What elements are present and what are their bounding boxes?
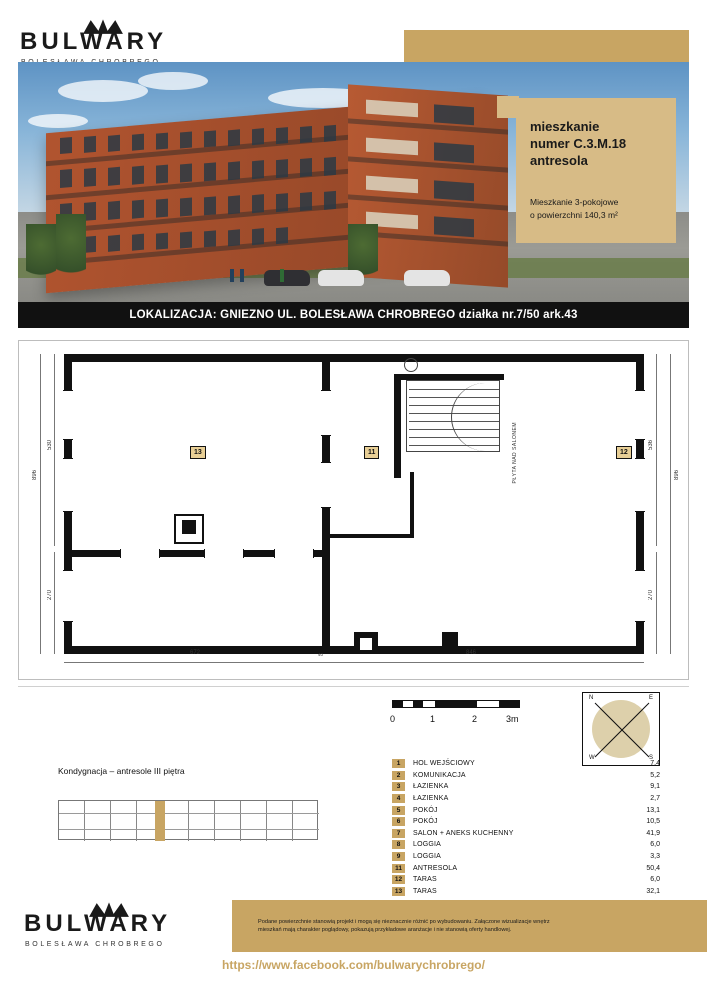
legend-row	[392, 804, 660, 816]
dim-bottom-small: 40	[318, 652, 324, 657]
brand-name-footer: BULWARY	[24, 910, 172, 937]
cloud	[58, 80, 148, 102]
dim-left-outer: 896	[32, 470, 38, 481]
dim-bottom-left: 672	[190, 650, 201, 656]
person	[240, 269, 244, 282]
legend-name: ŁAZIENKA	[413, 783, 449, 791]
legend-area: 5,2	[650, 771, 660, 779]
legend-area: 13,1	[646, 806, 660, 814]
cloud	[138, 72, 208, 90]
mini-floor-diagram	[58, 800, 318, 840]
legend-row	[392, 886, 660, 898]
car	[318, 270, 364, 286]
apartment-description	[530, 196, 618, 222]
person	[280, 269, 284, 282]
compass-south-label: S	[649, 755, 654, 761]
legend-area: 7,4	[650, 760, 660, 768]
legend-num: 12	[392, 875, 405, 884]
plan-walls	[64, 354, 644, 654]
legend-num: 3	[392, 782, 405, 791]
person	[230, 269, 234, 282]
legend-name: TARAS	[413, 876, 437, 884]
legend-row	[392, 758, 660, 770]
dim-left-lower: 270	[47, 590, 53, 601]
legend-num: 8	[392, 840, 405, 849]
apartment-title-line2: numer C.3.M.18	[530, 136, 627, 151]
legend-name: ANTRESOLA	[413, 864, 458, 872]
legend-row	[392, 770, 660, 782]
disclaimer-line2: mieszkań mają charakter poglądowy, pokazują przykładowe aranżacje i nie stanowią oferty handlowej.	[258, 927, 512, 933]
legend-name: LOGGIA	[413, 853, 442, 861]
location-bar: LOKALIZACJA: GNIEZNO UL. BOLESŁAWA CHROBREGO działka nr.7/50 ark.43	[18, 302, 689, 328]
room-tag-12: 12	[616, 446, 632, 459]
apartment-title-line1: mieszkanie	[530, 119, 600, 134]
brand-name: BULWARY	[20, 28, 168, 55]
legend-row	[392, 862, 660, 874]
legend-row	[392, 839, 660, 851]
plan-annotation: PŁYTA NAD SALONEM	[512, 422, 518, 484]
legend-name: TARAS	[413, 887, 437, 895]
apartment-info-panel	[516, 98, 676, 243]
legend-num: 4	[392, 794, 405, 803]
legend-area: 10,5	[646, 818, 660, 826]
legend-num: 5	[392, 806, 405, 815]
legend-num: 1	[392, 759, 405, 768]
tree	[26, 224, 56, 284]
legend-area: 3,3	[650, 853, 660, 861]
compass-east-label: E	[649, 695, 654, 701]
legend-num: 2	[392, 771, 405, 780]
scale-bar	[392, 700, 532, 744]
disclaimer-line1: Podane powierzchnie stanowią projekt i mogą się nieznacznie różnić po wybudowaniu. Załączone wizualizacje wnętrz	[258, 919, 550, 925]
car	[264, 270, 310, 286]
legend-num: 7	[392, 829, 405, 838]
dim-left-upper: 530	[47, 440, 53, 451]
staircase	[406, 380, 500, 452]
brand-logo-bottom	[22, 910, 232, 948]
brand-subtitle-footer: BOLESŁAWA CHROBREGO	[25, 941, 165, 948]
legend-num: 9	[392, 852, 405, 861]
legend-row	[392, 781, 660, 793]
stair-spiral-icon	[404, 358, 418, 372]
apartment-title-line3: antresola	[530, 153, 588, 168]
scale-label-0: 0	[390, 714, 396, 724]
legend-name: SALON + ANEKS KUCHENNY	[413, 829, 514, 837]
scale-label-2: 2	[472, 714, 478, 724]
legend-area: 6,0	[650, 841, 660, 849]
cloud	[28, 114, 88, 128]
dim-bottom-right: 846	[466, 650, 477, 656]
legend-name: HOL WEJŚCIOWY	[413, 760, 475, 768]
legend-name: ŁAZIENKA	[413, 795, 449, 803]
scale-label-3m: 3m	[506, 714, 519, 724]
room-tag-11: 11	[364, 446, 379, 459]
legend-num: 11	[392, 864, 405, 873]
footer-disclaimer	[258, 918, 668, 934]
compass-north-label: N	[589, 695, 594, 701]
brand-logo-top	[18, 28, 218, 66]
room-legend-table	[392, 758, 660, 897]
scale-bar-graphic	[392, 700, 520, 708]
dim-right-outer: 896	[674, 470, 680, 481]
divider	[18, 686, 689, 687]
legend-row	[392, 828, 660, 840]
legend-num: 13	[392, 887, 405, 896]
mini-floor-caption: Kondygnacja – antresole III piętra	[58, 766, 185, 776]
compass-west-label: W	[589, 755, 595, 761]
dim-right-upper: 536	[648, 440, 654, 451]
car	[404, 270, 450, 286]
apartment-description-line2: o powierzchni 140,3 m²	[530, 210, 618, 220]
legend-row	[392, 793, 660, 805]
footer	[0, 900, 707, 1000]
tree	[56, 214, 86, 284]
room-tag-13: 13	[190, 446, 206, 459]
legend-row	[392, 874, 660, 886]
header	[0, 0, 707, 340]
legend-name: KOMUNIKACJA	[413, 771, 466, 779]
legend-row	[392, 816, 660, 828]
legend-area: 50,4	[646, 864, 660, 872]
legend-area: 9,1	[650, 783, 660, 791]
dim-right-lower: 270	[648, 590, 654, 601]
legend-row	[392, 851, 660, 863]
legend-area: 2,7	[650, 795, 660, 803]
compass-rose	[582, 692, 660, 766]
legend-num: 6	[392, 817, 405, 826]
legend-area: 6,0	[650, 876, 660, 884]
facebook-link[interactable]: https://www.facebook.com/bulwarychrobrego/	[222, 958, 485, 972]
legend-area: 32,1	[646, 887, 660, 895]
legend-name: POKÓJ	[413, 806, 438, 814]
scale-label-1: 1	[430, 714, 436, 724]
mini-floor-highlight	[155, 801, 165, 841]
legend-name: LOGGIA	[413, 841, 442, 849]
legend-area: 41,9	[646, 829, 660, 837]
floor-plan	[18, 340, 689, 680]
apartment-description-line1: Mieszkanie 3-pokojowe	[530, 197, 619, 207]
legend-name: POKÓJ	[413, 818, 438, 826]
